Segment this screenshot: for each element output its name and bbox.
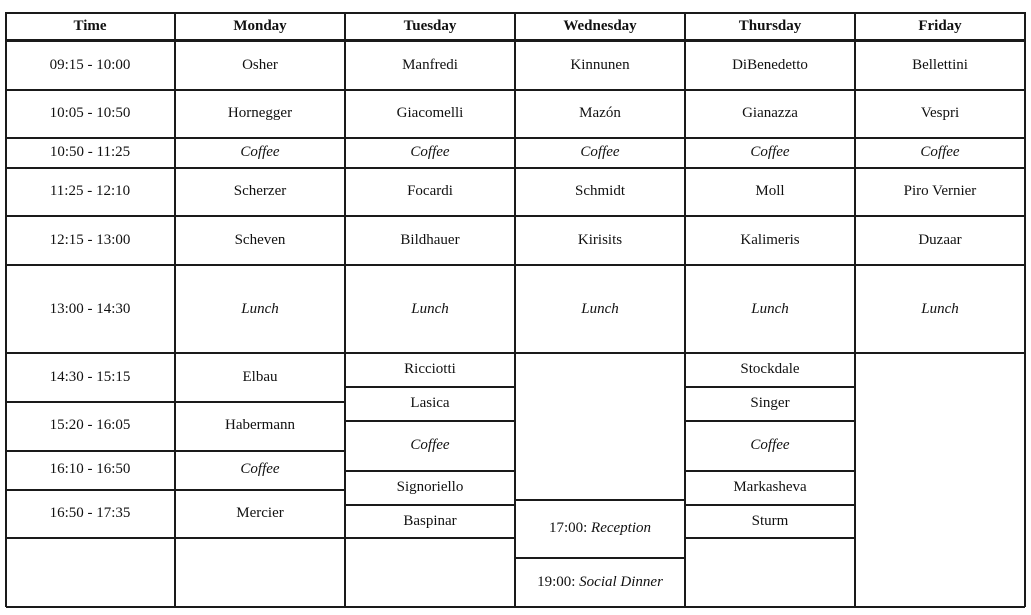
talk-cell: Baspinar (403, 513, 457, 529)
talk-cell: Markasheva (733, 479, 807, 495)
coffee-break: Coffee (240, 144, 280, 160)
lunch-break: Lunch (581, 300, 619, 317)
h-rule (685, 420, 855, 422)
talk-cell: Scheven (234, 232, 286, 248)
header-tuesday: Tuesday (403, 17, 457, 34)
talk-cell: Ricciotti (404, 361, 456, 377)
v-rule (5, 12, 7, 607)
time-slot: 12:15 - 13:00 (49, 232, 131, 248)
talk-cell: Singer (750, 395, 790, 411)
reception-time: 17:00: (548, 520, 588, 536)
v-rule (174, 12, 176, 607)
h-rule (6, 264, 1025, 266)
dinner-time: 19:00: (537, 573, 576, 590)
header-wednesday: Wednesday (563, 17, 637, 34)
header-friday: Friday (918, 17, 962, 34)
coffee-break: Coffee (750, 144, 790, 160)
talk-cell: Habermann (225, 417, 295, 433)
time-slot: 10:05 - 10:50 (49, 105, 131, 121)
h-rule (6, 352, 1025, 354)
h-rule (6, 137, 1025, 139)
talk-cell: Elbau (242, 368, 278, 385)
v-rule (1024, 12, 1026, 607)
h-rule (685, 537, 855, 539)
h-rule (6, 89, 1025, 91)
h-rule (345, 537, 515, 539)
time-slot: 15:20 - 16:05 (49, 417, 131, 433)
h-rule (345, 386, 515, 388)
lunch-break: Lunch (411, 300, 449, 317)
h-rule (6, 167, 1025, 169)
talk-cell: Mazón (579, 105, 621, 121)
time-slot: 16:50 - 17:35 (49, 505, 131, 521)
talk-cell: Manfredi (402, 56, 458, 73)
h-rule (6, 12, 1025, 14)
talk-cell: DiBenedetto (732, 56, 808, 73)
h-rule (6, 39, 1025, 42)
h-rule (6, 401, 345, 403)
lunch-break: Lunch (921, 300, 959, 317)
coffee-break: Coffee (750, 437, 790, 453)
talk-cell: Kinnunen (570, 56, 630, 73)
h-rule (6, 215, 1025, 217)
time-slot: 16:10 - 16:50 (49, 461, 131, 477)
time-slot: 14:30 - 15:15 (49, 368, 131, 385)
h-rule (6, 537, 345, 539)
reception-label: Reception (591, 520, 652, 536)
h-rule (685, 470, 855, 472)
coffee-break: Coffee (410, 437, 450, 453)
reception-event (515, 500, 685, 557)
h-rule (685, 386, 855, 388)
talk-cell: Giacomelli (396, 105, 464, 121)
talk-cell: Stockdale (740, 361, 800, 377)
h-rule (345, 420, 515, 422)
talk-cell: Vespri (920, 105, 960, 121)
time-slot: 13:00 - 14:30 (49, 300, 131, 317)
header-time: Time (73, 17, 107, 34)
h-rule (6, 606, 1025, 608)
talk-cell: Sturm (751, 513, 789, 529)
talk-cell: Bellettini (912, 56, 968, 73)
h-rule (6, 450, 345, 452)
h-rule (345, 470, 515, 472)
h-rule (6, 489, 345, 491)
time-slot: 09:15 - 10:00 (49, 56, 131, 73)
time-slot: 11:25 - 12:10 (49, 183, 131, 199)
header-monday: Monday (233, 17, 287, 34)
talk-cell: Mercier (236, 505, 284, 521)
talk-cell: Kirisits (577, 232, 623, 248)
talk-cell: Gianazza (742, 105, 798, 121)
talk-cell: Piro Vernier (903, 183, 977, 199)
coffee-break: Coffee (580, 144, 620, 160)
talk-cell: Lasica (410, 395, 450, 411)
v-rule (684, 12, 686, 607)
coffee-break: Coffee (410, 144, 450, 160)
talk-cell: Bildhauer (400, 232, 460, 248)
v-rule (514, 12, 516, 607)
lunch-break: Lunch (751, 300, 789, 317)
h-rule (515, 499, 685, 501)
h-rule (685, 504, 855, 506)
talk-cell: Signoriello (396, 479, 464, 495)
header-thursday: Thursday (738, 17, 802, 34)
talk-cell: Hornegger (227, 105, 293, 121)
lunch-break: Lunch (241, 300, 279, 317)
talk-cell: Moll (755, 183, 785, 199)
talk-cell: Kalimeris (740, 232, 800, 248)
dinner-event (515, 558, 685, 606)
h-rule (515, 557, 685, 559)
coffee-break: Coffee (920, 144, 960, 160)
coffee-break: Coffee (240, 461, 280, 477)
talk-cell: Osher (242, 56, 278, 73)
time-slot: 10:50 - 11:25 (49, 144, 131, 160)
dinner-label: Social Dinner (579, 573, 663, 590)
v-rule (344, 12, 346, 607)
v-rule (854, 12, 856, 607)
talk-cell: Schmidt (574, 183, 625, 199)
talk-cell: Scherzer (233, 183, 287, 199)
talk-cell: Focardi (407, 183, 453, 199)
h-rule (345, 504, 515, 506)
talk-cell: Duzaar (918, 232, 962, 248)
